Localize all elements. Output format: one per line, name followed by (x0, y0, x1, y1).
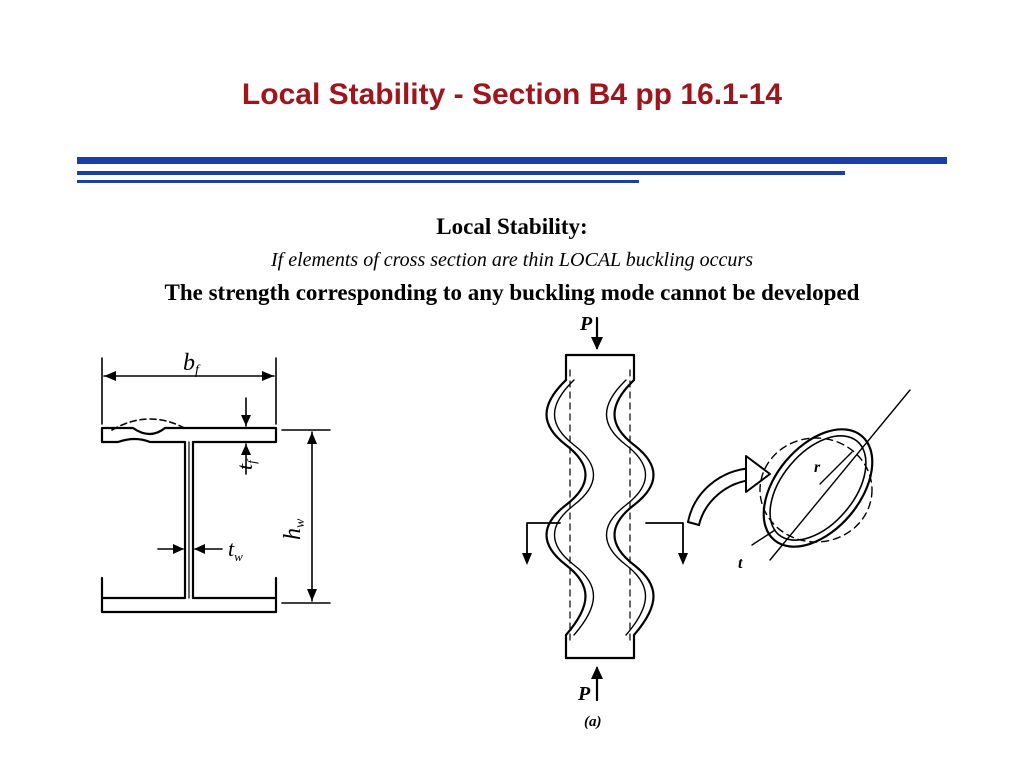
svg-text:tw (228, 536, 243, 564)
ring-axis-line (770, 390, 910, 560)
web-thickness-subscript: w (234, 549, 243, 564)
svg-text:bf (183, 350, 201, 378)
tube-buckling-diagram (522, 313, 688, 730)
load-label-top: P (580, 313, 593, 335)
figure-caption: (a) (584, 714, 602, 730)
tube-left-wave-outer (547, 380, 586, 635)
flange-thickness-label: t (232, 463, 257, 470)
flange-width-subscript: f (195, 363, 199, 378)
ring-original-dashed (760, 438, 872, 542)
web-height-dimension (280, 430, 330, 603)
web-thickness-dimension (158, 536, 243, 564)
ring-cross-section (738, 390, 910, 572)
section-heading: Local Stability: (436, 214, 588, 239)
load-label-bottom: P (578, 683, 591, 705)
section-statement: The strength corresponding to any buckling mode cannot be developed (164, 280, 860, 305)
radius-label: r (814, 459, 821, 476)
flange-width-dimension (102, 350, 276, 424)
section-cut-right (646, 523, 683, 560)
i-beam-diagram (102, 350, 330, 612)
section-subtitle: If elements of cross section are thin LOCAL buckling occurs (271, 249, 753, 271)
tube-left-wave-inner (555, 380, 594, 635)
wall-thickness-label: t (738, 555, 743, 572)
flange-thickness-dimension (232, 398, 259, 474)
tube-right-wave-inner (607, 380, 646, 635)
flange-width-label: b (183, 350, 195, 376)
web-thickness-label: t (228, 536, 235, 561)
web-height-subscript: w (293, 518, 308, 528)
tube-right-wave-outer (615, 380, 654, 635)
flange-thickness-subscript: f (244, 460, 259, 464)
curved-transition-arrow (688, 456, 770, 525)
svg-text:hw (280, 518, 308, 540)
ring-outer (742, 409, 894, 567)
slide-title: Local Stability - Section B4 pp 16.1-14 (241, 78, 783, 111)
web-height-label: h (280, 528, 306, 540)
